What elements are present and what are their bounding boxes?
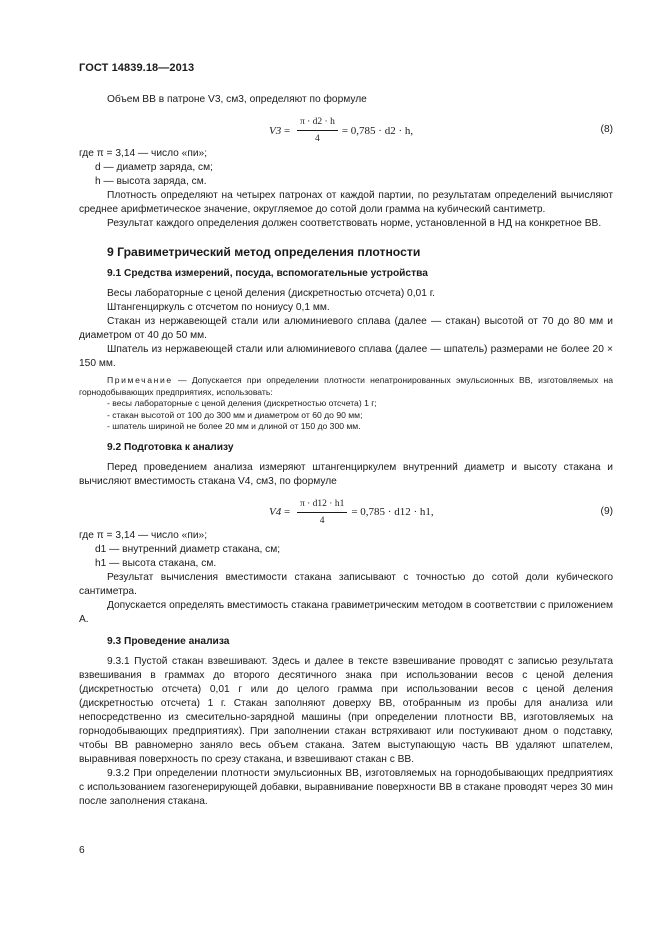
formula-9-number: (9) <box>600 505 613 517</box>
s92-result: Результат вычисления вместимости стакана записывают с точностью до сотой доли кубического сантиметра. <box>79 571 613 597</box>
formula-9-numerator: π · d12 · h1 <box>297 497 347 513</box>
formula-9-rhs: = 0,785 · d12 · h1, <box>351 506 434 518</box>
s92-where-pi: где π = 3,14 — число «пи»; <box>79 529 208 541</box>
page-number: 6 <box>79 845 85 856</box>
section-9-2-title: 9.2 Подготовка к анализу <box>107 441 234 453</box>
s91-cup: Стакан из нержавеющей стали или алюминиевого сплава (далее — стакан) высотой от 70 до 80 мм и диаметром от 40 до 50 мм. <box>79 316 613 341</box>
note-item: - стакан высотой от 100 до 300 мм и диаметром от 60 до 90 мм; <box>107 409 363 420</box>
s92-measure: Перед проведением анализа измеряют штангенциркулем внутренний диаметр и высоту стакана и вычисляют вместимость стакана V4, см3, по формуле <box>79 461 613 487</box>
note-text: — Допускается при определении плотности непатронированных эмульсионных ВВ, изготовляемых на горнодобывающих предприятиях, использовать: <box>79 375 613 397</box>
formula-9: V4 = $\frac{\pi \cdot d12 \cdot h1}{4}$ = 0,785 · d12 · h1, (9) <box>269 498 613 526</box>
s91-caliper: Штангенциркуль с отсчетом по нониусу 0,1 мм. <box>107 302 330 313</box>
section-9-title: 9 Гравиметрический метод определения плотности <box>107 245 421 259</box>
formula-9-lhs: V4 <box>269 506 282 518</box>
formula-8-rhs: = 0,785 · d2 · h, <box>341 124 414 137</box>
where-d: d — диаметр заряда, см; <box>95 162 213 173</box>
formula-8-numerator: π · d2 · h <box>297 115 338 131</box>
note-label: Примечание <box>107 375 173 385</box>
formula-8-number: (8) <box>600 124 613 135</box>
result-paragraph: Результат каждого определения должен соответствовать норме, установленной в НД на конкретное ВВ. <box>107 218 602 229</box>
formula-9-denominator: 4 <box>319 515 325 526</box>
where-pi: где π = 3,14 — число «пи»; <box>79 148 208 159</box>
page-content <box>79 93 613 809</box>
note-item: - весы лабораторные с ценой деления (дискретностью отсчета) 1 г; <box>107 398 377 408</box>
s92-where-d1: d1 — внутренний диаметр стакана, см; <box>95 543 281 555</box>
s92-where-h1: h1 — высота стакана, см. <box>95 557 217 569</box>
density-paragraph: Плотность определяют на четырех патронах от каждой партии, по результатам определений вычисляют среднее арифметическое значение, округляемое до сотой доли грамма на кубический сантиметр. <box>79 190 613 215</box>
s931-paragraph: 9.3.1 Пустой стакан взвешивают. Здесь и далее в тексте взвешивание проводят с записью результата взвешивания в граммах до второго десятичного знака при использовании весов с ценой деления (дискретностью отсчета) 0,01 г или до целого грамма при использовании весов с ценой деления (дискретностью отсчета) 1 г. Стакан заполняют доверху ВВ, отобранным из пробы для анализа или непосредственно из смесительно-зарядной машины (при определении плотности ВВ, изготовляемых на горнодобывающих предприятиях). При заполнении стакан встряхивают или постукивают дном о подставку, чтобы ВВ равномерно заняло весь объем стакана. Затем выступающую часть ВВ удаляют шпателем, выравнивая поверхность по срезу стакана, и взвешивают стакан с ВВ. <box>79 655 613 765</box>
section-9-3-title: 9.3 Проведение анализа <box>107 635 230 647</box>
formula-8-lhs: V3 <box>269 124 282 137</box>
section-9-1-title: 9.1 Средства измерений, посуда, вспомогательные устройства <box>107 268 428 279</box>
s91-scales: Весы лабораторные с ценой деления (дискретностью отсчета) 0,01 г. <box>107 288 435 299</box>
where-h: h — высота заряда, см. <box>95 176 207 187</box>
s91-spatula: Шпатель из нержавеющей стали или алюминиевого сплава (далее — шпатель) размерами не более 20 × 150 мм. <box>79 344 613 369</box>
note-block <box>79 375 613 433</box>
standard-header: ГОСТ 14839.18—2013 <box>79 62 195 74</box>
formula-8: V3 = $\frac{\pi \cdot d2 \cdot h}{4}$ = 0,785 · d2 · h, (8) <box>269 117 613 144</box>
note-item: - шпатель шириной не более 20 мм и длиной от 150 до 300 мм. <box>107 421 361 431</box>
s92-alt-method: Допускается определять вместимость стакана гравиметрическим методом в соответствии с приложением А. <box>79 599 613 625</box>
s932-paragraph: 9.3.2 При определении плотности эмульсионных ВВ, изготовляемых на горнодобывающих предприятиях с использованием газогенерирующей добавки, выравнивание поверхности ВВ в стакане проводят через 30 мин после заполнения стакана. <box>79 767 613 807</box>
formula-8-denominator: 4 <box>315 134 320 144</box>
formula-8-intro: Объем ВВ в патроне V3, см3, определяют по формуле <box>107 94 367 105</box>
